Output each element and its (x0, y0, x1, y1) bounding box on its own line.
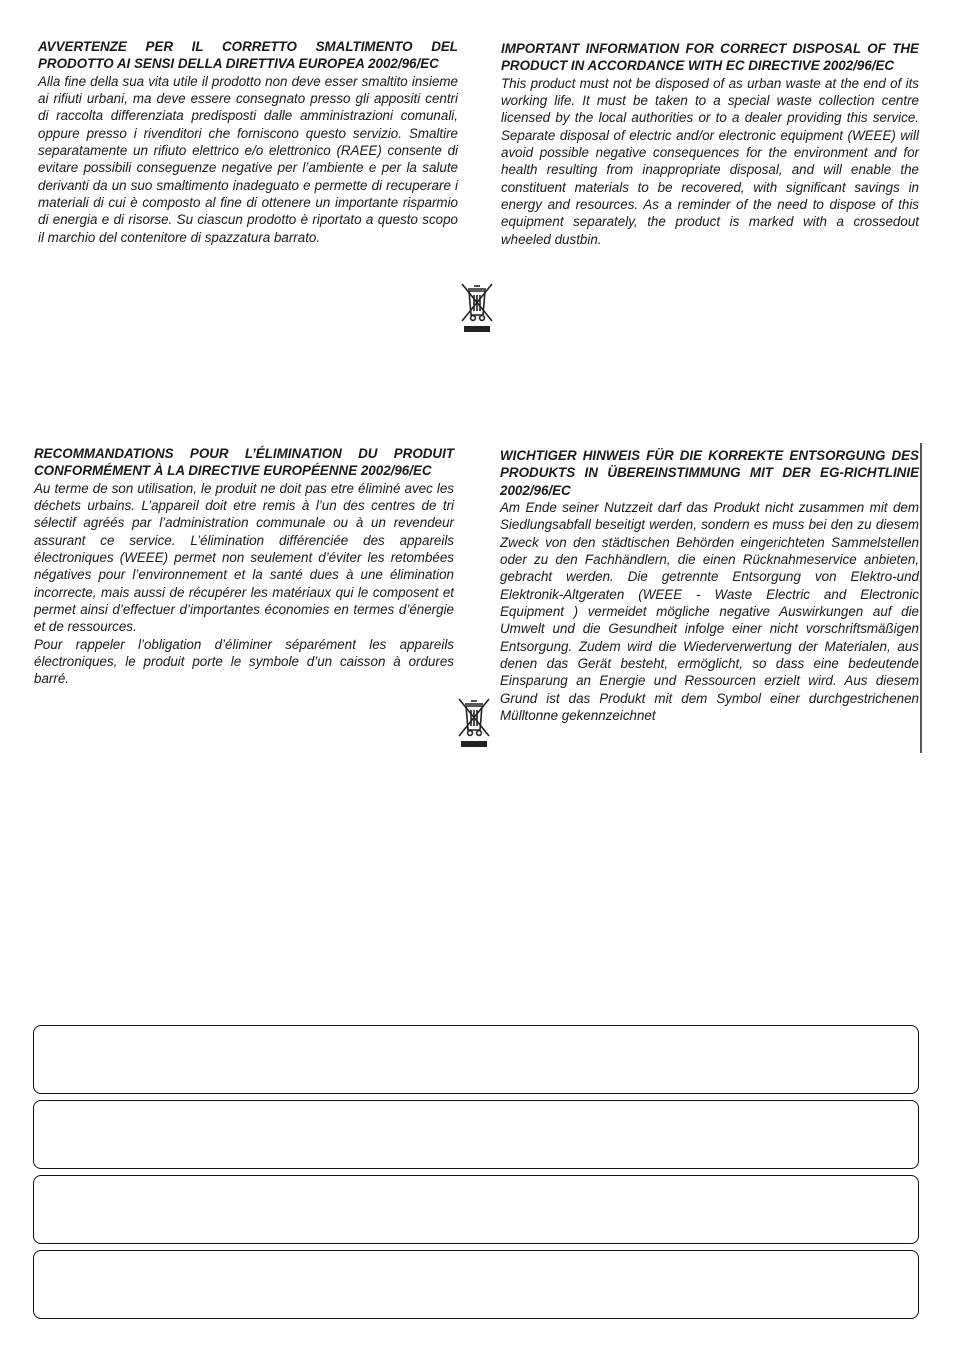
section-body-it (38, 73, 458, 246)
section-heading-it: AVVERTENZE PER IL CORRETTO SMALTIMENTO DEL PRODOTTO AI SENSI DELLA DIRETTIVA EUROPEA 2002/96/EC (38, 39, 458, 72)
section-french (34, 445, 454, 688)
empty-box-3 (33, 1175, 919, 1244)
empty-box-2 (33, 1100, 919, 1169)
section-heading-de: WICHTIGER HINWEIS FÜR DIE KORREKTE ENTSORGUNG DES PRODUKTS IN ÜBEREINSTIMMUNG MIT DER EG-RICHTLINIE 2002/96/EC (500, 448, 919, 498)
crossed-out-wheeled-bin-icon (456, 696, 492, 748)
section-german (500, 447, 919, 725)
section-english (501, 40, 919, 248)
paragraph-de-1: Am Ende seiner Nutzzeit darf das Produkt nicht zusammen mit dem Siedlungsabfall beseitigt werden, sondern es muss bei den zu diesem Zweck von den städtischen Behörden eingerichteten Sammelstellen oder zu den Fachhändlern, die einen Rücknahmeservice anbieten, gebracht werden. Die getrennte Entsorgung von Elektro-und Elektronik-Altgeraten (WEEE - Waste Electric and Electronic Equipment ) vermeidet mögliche negative Auswirkungen auf die Umwelt und die Gesundheit infolge einer nicht vorschriftsmäßigen Entsorgung. Zudem wird die Wiederverwertung der Materialen, aus denen das Gerät besteht, ermöglicht, so dass eine bedeutende Einsparung an Energie und Ressourcen erzielt wird. Aus diesem Grund ist das Produkt mit dem Symbol einer durchgestrichenen Mülltonne gekennzeichnet (500, 500, 919, 724)
paragraph-fr-2: Pour rappeler l’obligation d’éliminer séparément les appareils électroniques, le produit porte le symbole d’un caisson à ordures barré. (34, 636, 454, 687)
paragraph-it-1: Alla fine della sua vita utile il prodotto non deve esser smaltito insieme ai rifiuti urbani, ma deve essere consegnato presso gli appositi centri di raccolta differenziata predisposti dalle amministrazioni comunali, oppure presso i rivenditori che forniscono questo servizio. Smaltire separatamente un rifiuto elettrico e/o elettronico (RAEE) consente di evitare possibili conseguenze negative per l’ambiente e per la salute derivanti da un suo smaltimento inadeguato e permette di recuperare i materiali di cui è composto al fine di ottenere un importante risparmio di energia e di risorse. Su ciascun prodotto è riportato a questo scopo il marchio del contenitore di spazzatura barrato. (38, 73, 458, 245)
section-heading-fr: RECOMMANDATIONS POUR L’ÉLIMINATION DU PRODUIT CONFORMÉMENT À LA DIRECTIVE EUROPÉENNE 2002/96/EC (34, 446, 454, 479)
crossed-out-wheeled-bin-icon (459, 281, 495, 333)
column-divider-line (920, 443, 922, 753)
section-body-fr (34, 480, 454, 688)
paragraph-fr-1: Au terme de son utilisation, le produit ne doit pas etre éliminé avec les déchets urbains. L’appareil doit etre remis à l’un des centres de tri sélectif agréés par l’administration communale ou à un revendeur assurant ce service. L’élimination différenciée des appareils électroniques (WEEE) permet non seulement d’éviter les retombées négatives pour l’environnement et la santé dues à une élimination incorrecte, mais aussi de récupérer les matériaux qui le composent et permet ainsi d’effectuer d’importantes économies en termes d’énergie et de ressources. (34, 480, 454, 635)
empty-box-1 (33, 1025, 919, 1094)
paragraph-en-1: This product must not be disposed of as urban waste at the end of its working life. It must be taken to a special waste collection centre licensed by the local authorities or to a dealer providing this service. Separate disposal of electric and/or electronic equipment (WEEE) will avoid possible negative consequences for the environment and for health resulting from inappropriate disposal, and will enable the constituent materials to be recovered, with significant savings in energy and resources. As a reminder of the need to dispose of this equipment separately, the product is marked with a crossedout wheeled dustbin. (501, 75, 919, 247)
section-body-de (500, 499, 919, 724)
section-body-en (501, 75, 919, 248)
empty-box-4 (33, 1250, 919, 1319)
section-heading-en: IMPORTANT INFORMATION FOR CORRECT DISPOSAL OF THE PRODUCT IN ACCORDANCE WITH EC DIRECTIVE 2002/96/EC (501, 41, 919, 74)
section-italian (38, 38, 458, 246)
